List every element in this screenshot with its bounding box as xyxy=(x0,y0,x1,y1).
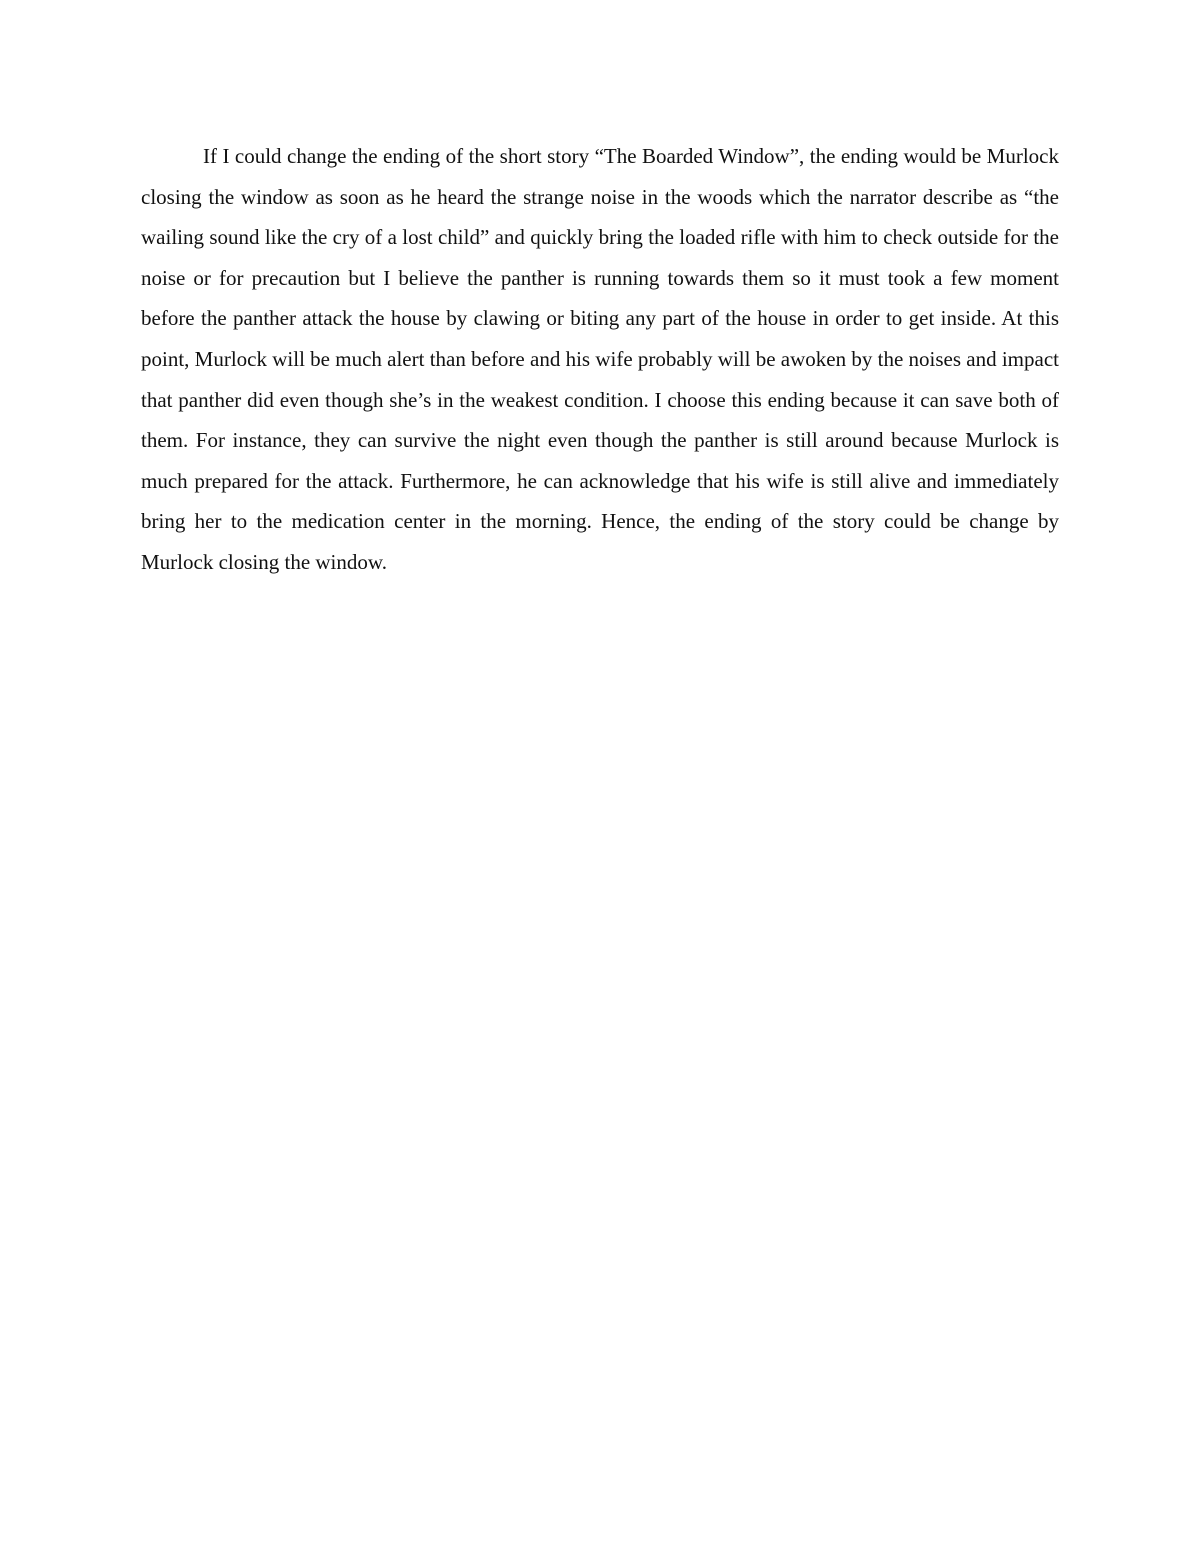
body-paragraph: If I could change the ending of the short story “The Boarded Window”, the ending would be Murlock closing the window as soon as he heard the strange noise in the woods which the narrator describe as “the wailing sound like the cry of a lost child” and quickly bring the loaded rifle with him to check outside for the noise or for precaution but I believe the panther is running towards them so it must took a few moment before the panther attack the house by clawing or biting any part of the house in order to get inside. At this point, Murlock will be much alert than before and his wife probably will be awoken by the noises and impact that panther did even though she’s in the weakest condition. I choose this ending because it can save both of them. For instance, they can survive the night even though the panther is still around because Murlock is much prepared for the attack. Furthermore, he can acknowledge that his wife is still alive and immediately bring her to the medication center in the morning. Hence, the ending of the story could be change by Murlock closing the window. xyxy=(141,144,1059,574)
